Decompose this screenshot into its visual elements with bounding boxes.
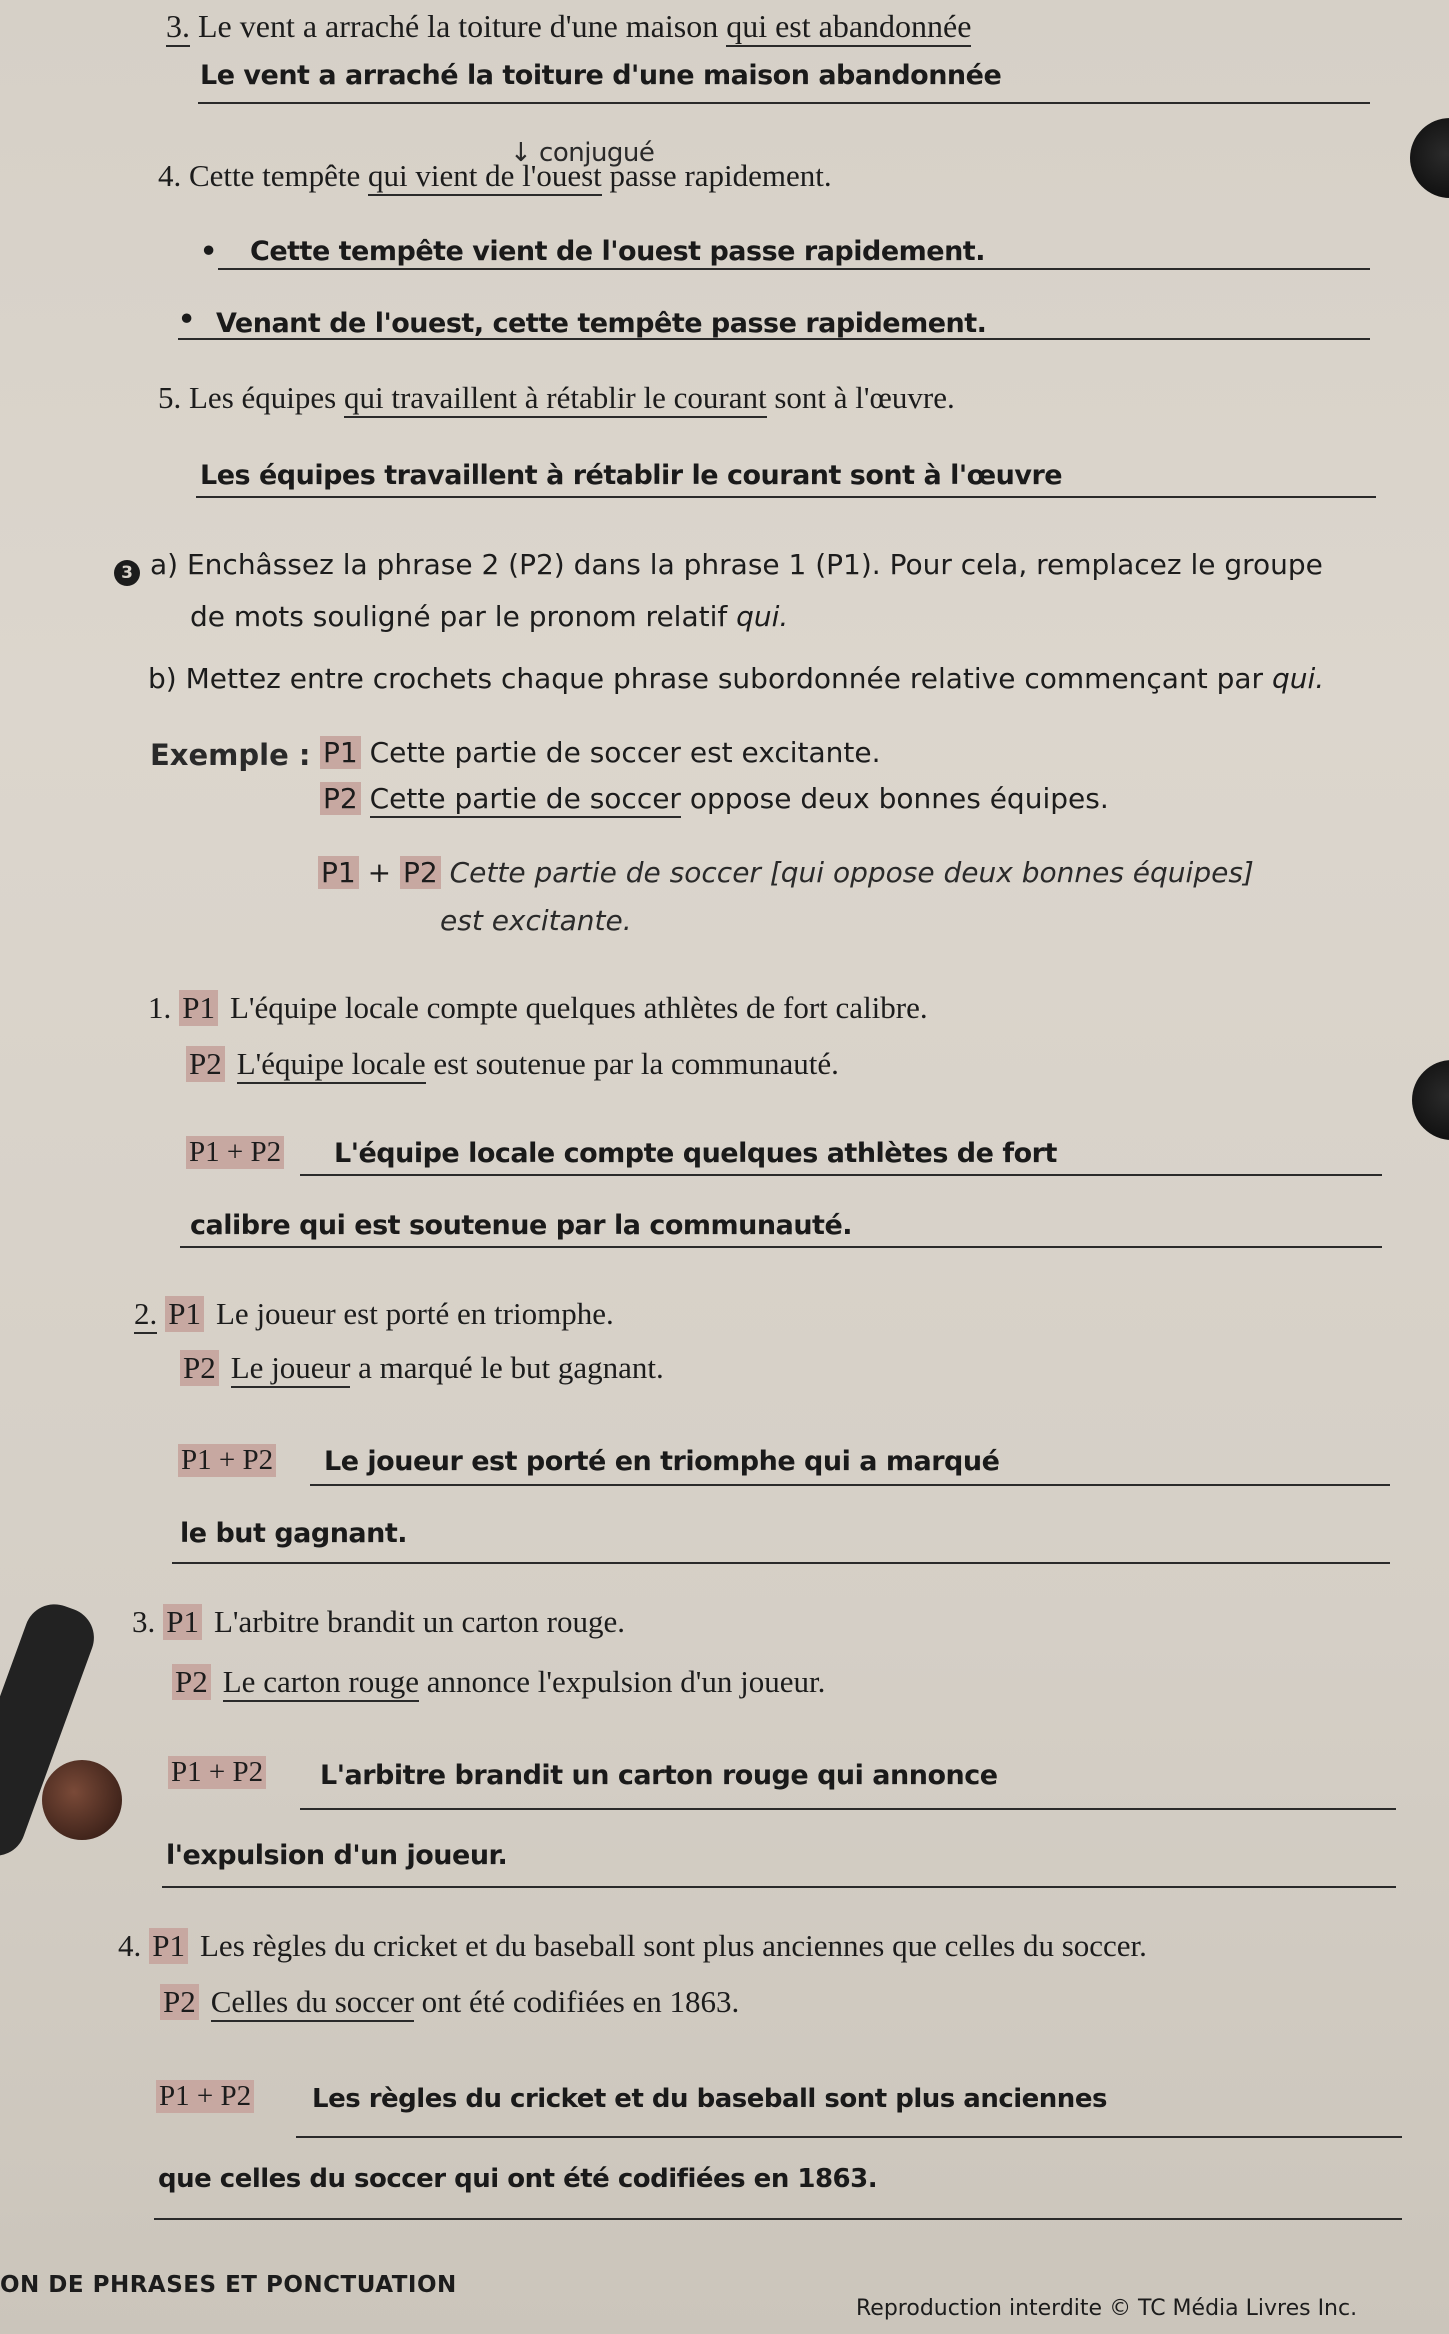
question-4-p1: 4. P1 Les règles du cricket et du baseball sont plus anciennes que celles du soccer.: [118, 1928, 1147, 1963]
p2-tag: P2: [172, 1664, 211, 1700]
example-p2: P2 Cette partie de soccer oppose deux bonnes équipes.: [320, 782, 1109, 815]
question-1-number: 1.: [148, 990, 172, 1025]
example-label: Exemple :: [150, 738, 311, 772]
item-5-answer: Les équipes travaillent à rétablir le courant sont à l'œuvre: [200, 460, 1063, 491]
example-p1: P1 Cette partie de soccer est excitante.: [320, 736, 881, 769]
question-2-writeline-2: [172, 1562, 1390, 1564]
footer-copyright: Reproduction interdite © TC Média Livres Inc.: [856, 2296, 1358, 2321]
combo-tag: P1 + P2: [178, 1444, 276, 1477]
item-5-writeline: [196, 496, 1376, 498]
p2-tag: P2: [400, 856, 441, 889]
item-3-writeline: [198, 102, 1370, 104]
bullet-dot: •: [200, 236, 217, 267]
question-2-answer-1: Le joueur est porté en triomphe qui a marqué: [324, 1446, 1000, 1477]
question-4-combo-label: [156, 2080, 254, 2113]
question-4-answer-2: que celles du soccer qui ont été codifiées en 1863.: [158, 2164, 878, 2194]
question-4-answer-1: Les règles du cricket et du baseball sont plus anciennes: [312, 2084, 1107, 2114]
example-combination: P1 + P2 Cette partie de soccer [qui oppose deux bonnes équipes]: [318, 856, 1254, 889]
binder-hole-middle: [1412, 1060, 1449, 1140]
item-3-sentence: 3. Le vent a arraché la toiture d'une maison qui est abandonnée: [166, 8, 971, 45]
p1-tag: P1: [163, 1604, 202, 1640]
item-4-number: 4.: [158, 158, 182, 193]
item-4-annotation: ↓ conjugué: [510, 138, 655, 168]
question-2-number: 2.: [134, 1296, 157, 1334]
question-3-p2: P2 Le carton rouge annonce l'expulsion d'un joueur.: [172, 1664, 825, 1700]
question-1-combo-label: [186, 1136, 284, 1169]
item-4-writeline-2: [178, 338, 1370, 340]
instruction-a-line-2: de mots souligné par le pronom relatif qui.: [190, 600, 789, 633]
item-3-number: 3.: [166, 8, 190, 47]
question-3-combo-label: [168, 1756, 266, 1789]
question-2-p2: P2 Le joueur a marqué le but gagnant.: [180, 1350, 664, 1386]
p2-tag: P2: [180, 1350, 219, 1386]
p2-tag: P2: [186, 1046, 225, 1082]
question-3-writeline-2: [162, 1886, 1396, 1888]
p1-tag: P1: [165, 1296, 204, 1332]
item-4-writeline-1: [218, 268, 1370, 270]
item-5-number: 5.: [158, 380, 182, 415]
instruction-a: a) Enchâssez la phrase 2 (P2) dans la phrase 1 (P1). Pour cela, remplacez le groupe: [150, 548, 1323, 581]
question-2-answer-2: le but gagnant.: [180, 1518, 408, 1549]
item-4-underlined: qui vient de l'ouest: [368, 158, 602, 196]
combo-tag: P1 + P2: [168, 1756, 266, 1789]
item-4-answer-1: Cette tempête vient de l'ouest passe rapidement.: [250, 236, 985, 267]
question-1-answer-1: L'équipe locale compte quelques athlètes de fort: [334, 1138, 1057, 1169]
question-1-writeline-1: [300, 1174, 1382, 1176]
question-3-number: 3.: [132, 1604, 156, 1639]
footer-section-title: ON DE PHRASES ET PONCTUATION: [0, 2272, 457, 2298]
question-2-writeline-1: [310, 1484, 1390, 1486]
combo-tag: P1 + P2: [186, 1136, 284, 1169]
question-1-writeline-2: [180, 1246, 1382, 1248]
exercise-badge: 3: [114, 560, 140, 586]
item-5-sentence: 5. Les équipes qui travaillent à rétablir le courant sont à l'œuvre.: [158, 380, 955, 416]
question-2-combo-label: [178, 1444, 276, 1477]
p1-tag: P1: [149, 1928, 188, 1964]
p1-tag: P1: [179, 990, 218, 1026]
binder-ring-left: [42, 1760, 122, 1840]
p1-tag: P1: [320, 736, 361, 769]
binder-hole-top: [1410, 118, 1449, 198]
question-2-p1: 2. P1 Le joueur est porté en triomphe.: [134, 1296, 614, 1332]
question-1-answer-2: calibre qui est soutenue par la communauté.: [190, 1210, 853, 1241]
question-3-writeline-1: [300, 1808, 1396, 1810]
item-4-sentence: 4. Cette tempête qui vient de l'ouest passe rapidement.: [158, 158, 832, 194]
item-3-answer: Le vent a arraché la toiture d'une maison abandonnée: [200, 60, 1002, 91]
question-4-p2: P2 Celles du soccer ont été codifiées en 1863.: [160, 1984, 739, 2020]
question-1-p2: P2 L'équipe locale est soutenue par la communauté.: [186, 1046, 839, 1082]
p2-tag: P2: [320, 782, 361, 815]
combo-tag: P1 + P2: [156, 2080, 254, 2113]
question-3-answer-2: l'expulsion d'un joueur.: [166, 1840, 508, 1871]
p1-tag: P1: [318, 856, 359, 889]
instruction-b: b) Mettez entre crochets chaque phrase subordonnée relative commençant par qui.: [148, 662, 1325, 695]
p2-tag: P2: [160, 1984, 199, 2020]
question-1-p1: 1. P1 L'équipe locale compte quelques athlètes de fort calibre.: [148, 990, 928, 1025]
bullet-dot: •: [178, 304, 195, 335]
item-4-answer-2: Venant de l'ouest, cette tempête passe rapidement.: [216, 308, 987, 339]
question-3-answer-1: L'arbitre brandit un carton rouge qui annonce: [320, 1760, 998, 1791]
example-combination-line-2: est excitante.: [440, 904, 632, 937]
item-5-underlined: qui travaillent à rétablir le courant: [344, 380, 767, 418]
question-4-writeline-2: [154, 2218, 1402, 2220]
question-4-number: 4.: [118, 1928, 142, 1963]
question-4-writeline-1: [296, 2136, 1402, 2138]
question-3-p1: 3. P1 L'arbitre brandit un carton rouge.: [132, 1604, 626, 1639]
item-3-underlined: qui est abandonnée: [726, 8, 971, 47]
